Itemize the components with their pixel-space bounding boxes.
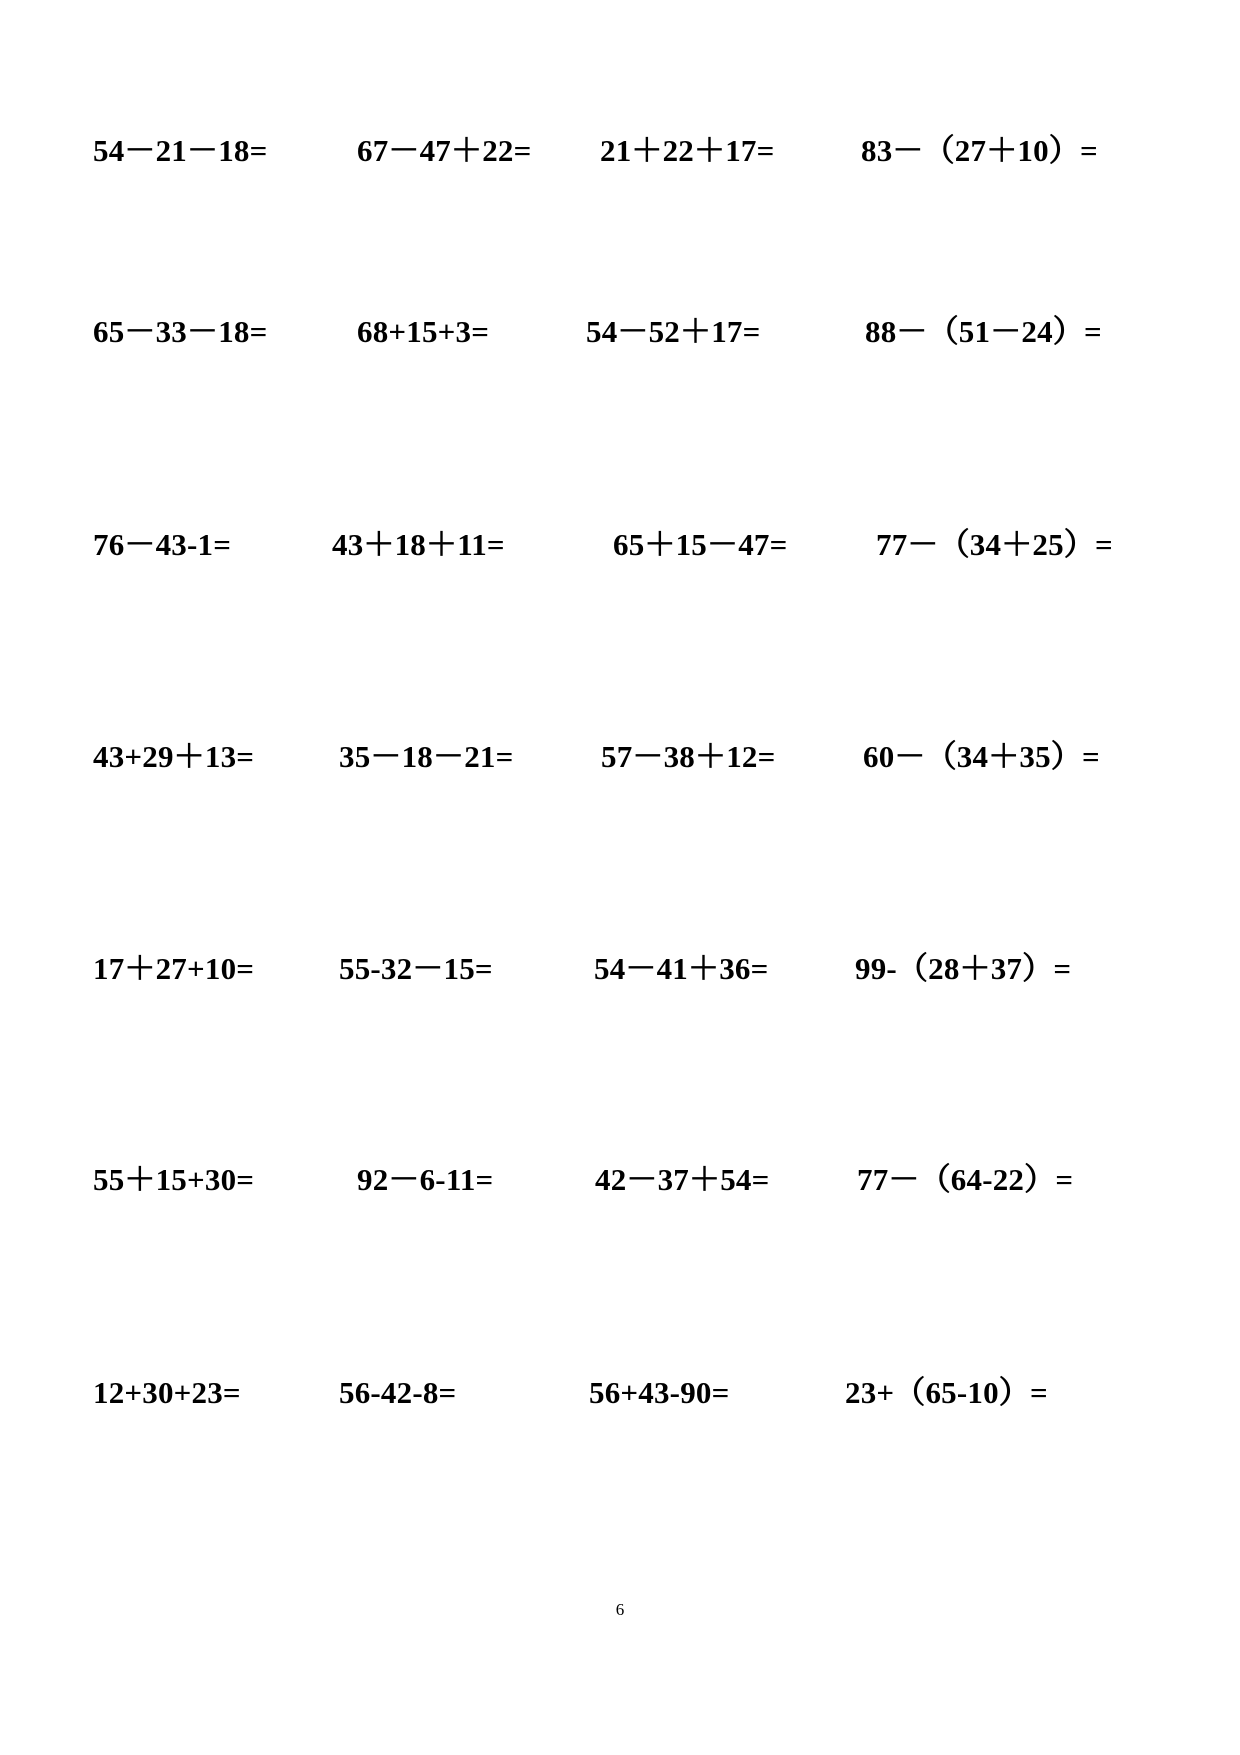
problem: 83－（27＋10）= <box>861 133 1098 168</box>
problem: 77－（34＋25）= <box>876 527 1113 562</box>
problem: 56-42-8= <box>339 1375 457 1410</box>
problem: 65－33－18= <box>93 314 268 349</box>
problem: 54－52＋17= <box>586 314 761 349</box>
problem: 42－37＋54= <box>595 1162 770 1197</box>
problem: 88－（51－24）= <box>865 314 1102 349</box>
page-number: 6 <box>615 1600 625 1619</box>
problem: 55＋15+30= <box>93 1162 255 1197</box>
problem: 92－6-11= <box>357 1162 494 1197</box>
problem: 43+29＋13= <box>93 739 255 774</box>
problem: 12+30+23= <box>93 1375 241 1410</box>
problem: 43＋18＋11= <box>332 527 505 562</box>
problem: 60－（34＋35）= <box>863 739 1100 774</box>
problem: 65＋15－47= <box>613 527 788 562</box>
problem: 35－18－21= <box>339 739 514 774</box>
problem: 21＋22＋17= <box>600 133 775 168</box>
problem: 77－（64-22）= <box>857 1162 1074 1197</box>
problem: 55-32－15= <box>339 951 493 986</box>
problem: 67－47＋22= <box>357 133 532 168</box>
problem: 99-（28＋37）= <box>855 951 1072 986</box>
problem: 23+（65-10）= <box>845 1375 1048 1410</box>
problem: 54－21－18= <box>93 133 268 168</box>
problem: 54－41＋36= <box>594 951 769 986</box>
problem: 57－38＋12= <box>601 739 776 774</box>
problem: 56+43-90= <box>589 1375 730 1410</box>
problem: 68+15+3= <box>357 314 490 349</box>
problem: 17＋27+10= <box>93 951 255 986</box>
problem: 76－43-1= <box>93 527 232 562</box>
